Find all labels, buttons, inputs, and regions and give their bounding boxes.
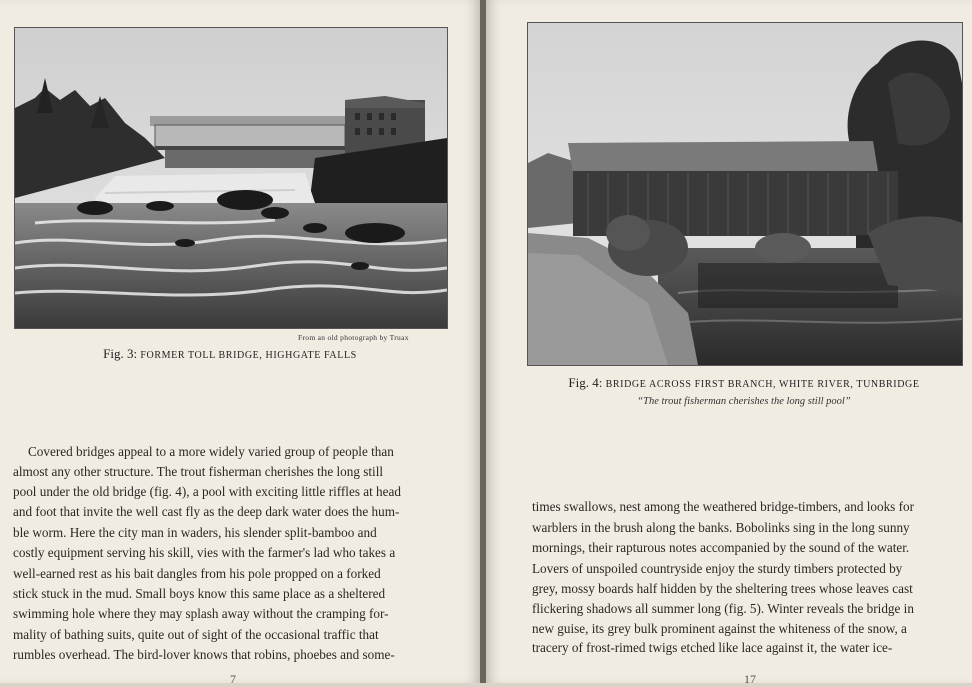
text-line: costly equipment serving his skill, vies with the farmer's lad who takes a: [13, 545, 396, 560]
figure-caption: [527, 375, 961, 391]
photo-credit: From an old photograph by Truax: [298, 333, 409, 342]
text-line: new guise, its grey bulk prominent against the whiteness of the snow, a: [532, 621, 907, 636]
text-line: Lovers of unspoiled countryside enjoy the sturdy timbers protected by: [532, 561, 903, 576]
text-line: tracery of frost-rimed twigs etched like lace against it, the water ice-: [532, 640, 893, 655]
figure-label: Fig. 3:: [103, 346, 138, 361]
page-number: 17: [744, 672, 756, 686]
photo-toll-bridge-highgate-falls: [14, 27, 448, 329]
right-page: [486, 0, 972, 686]
figure-title: FORMER TOLL BRIDGE, HIGHGATE FALLS: [140, 350, 357, 361]
text-line: mality of bathing suits, quite out of sight of the occasional traffic that: [13, 627, 379, 642]
text-line: warblers in the brush along the banks. Bobolinks sing in the long sunny: [532, 520, 910, 535]
text-line: swimming hole where they may splash away without the cramping for-: [13, 606, 389, 621]
figure-caption: [14, 346, 446, 362]
left-page: [0, 0, 480, 686]
text-line: pool under the old bridge (fig. 4), a pool with exciting little riffles at head: [13, 484, 401, 499]
text-line: flickering shadows all summer long (fig. 5). Winter reveals the bridge in: [532, 601, 914, 616]
text-line: times swallows, nest among the weathered bridge-timbers, and looks for: [532, 499, 914, 514]
photo-bridge-first-branch-tunbridge: [527, 22, 963, 366]
text-line: well-earned rest as his bait dangles from his pole propped on a forked: [13, 566, 381, 581]
page-number: 7: [230, 672, 236, 686]
text-line: almost any other structure. The trout fisherman cherishes the long still: [13, 464, 384, 479]
text-line: mornings, their rapturous notes accompanied by the sound of the water.: [532, 540, 910, 555]
text-line: and foot that invite the well cast fly as the deep dark water does the hum-: [13, 504, 400, 519]
text-line: Covered bridges appeal to a more widely varied group of people than: [28, 444, 394, 459]
figure-label: Fig. 4:: [568, 375, 603, 390]
figure-quote: “The trout fisherman cherishes the long still pool”: [637, 396, 851, 407]
figure-title: BRIDGE ACROSS FIRST BRANCH, WHITE RIVER, TUNBRIDGE: [605, 379, 920, 390]
text-line: stick stuck in the mud. Small boys know this same place as a sheltered: [13, 586, 386, 601]
text-line: ble worm. Here the city man in waders, his slender split-bamboo and: [13, 525, 377, 540]
text-line: rumbles overhead. The bird-lover knows that robins, phoebes and some-: [13, 647, 395, 662]
text-line: grey, mossy boards half hidden by the sheltering trees whose leaves cast: [532, 581, 913, 596]
